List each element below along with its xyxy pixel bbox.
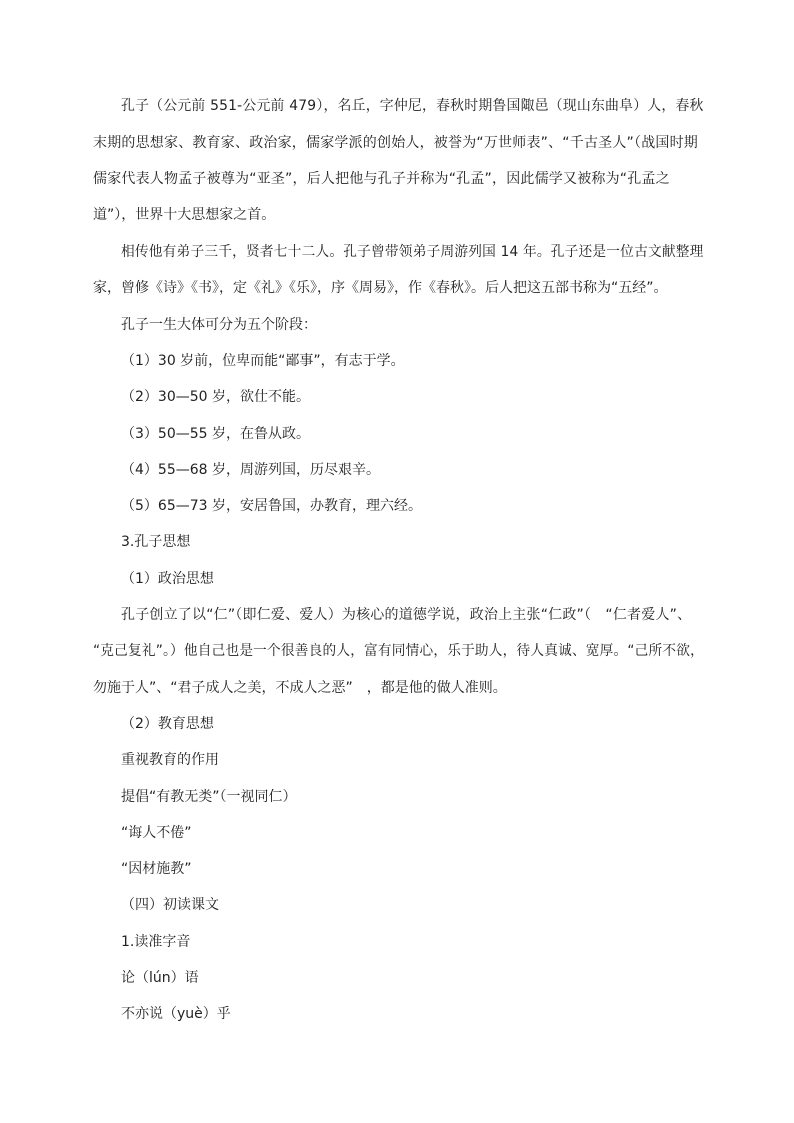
list-item: （1）30 岁前，位卑而能“鄙事”，有志于学。 <box>121 353 405 369</box>
paragraph-line: 孔子一生大体可分为五个阶段： <box>121 317 317 333</box>
section-heading: （四）初读课文 <box>121 897 219 913</box>
paragraph-line: 勿施于人”、“君子成人之美，不成人之恶” ，都是他的做人准则。 <box>93 680 507 696</box>
subsection-heading: （2）教育思想 <box>121 716 214 732</box>
list-item: 提倡“有教无类”（一视同仁） <box>121 789 297 805</box>
list-item: “诲人不倦” <box>121 825 192 841</box>
paragraph-line: 孔子（公元前 551-公元前 479），名丘，字仲尼，春秋时期鲁国陬邑（现山东曲阜）人，春秋 <box>121 98 704 114</box>
list-item: 不亦说（yuè）乎 <box>121 1006 231 1022</box>
subsection-heading: （1）政治思想 <box>121 571 214 587</box>
list-item: （3）50—55 岁，在鲁从政。 <box>121 426 310 442</box>
list-item: “因材施教” <box>121 861 192 877</box>
paragraph-line: 道”），世界十大思想家之首。 <box>93 207 276 223</box>
list-item: （2）30—50 岁，欲仕不能。 <box>121 389 310 405</box>
list-item: 重视教育的作用 <box>121 752 219 768</box>
paragraph-line: “克己复礼”。）他自己也是一个很善良的人，富有同情心，乐于助人，待人真诚、宽厚。“己所不欲， <box>93 643 704 659</box>
paragraph-line: 末期的思想家、教育家、政治家，儒家学派的创始人，被誉为“万世师表”、“千古圣人”（战国时期 <box>93 135 699 151</box>
section-heading: 3.孔子思想 <box>121 534 191 550</box>
list-item: （5）65—73 岁，安居鲁国，办教育，理六经。 <box>121 498 422 514</box>
paragraph-line: 相传他有弟子三千，贤者七十二人。孔子曾带领弟子周游列国 14 年。孔子还是一位古文献整理 <box>121 244 704 260</box>
list-item: （4）55—68 岁，周游列国，历尽艰辛。 <box>121 462 380 478</box>
list-item: 论（lún）语 <box>121 970 199 986</box>
subsection-heading: 1.读准字音 <box>121 934 191 950</box>
paragraph-line: 孔子创立了以“仁”（即仁爱、爱人）为核心的道德学说，政治上主张“仁政”（ “仁者爱人”、 <box>121 607 692 623</box>
paragraph-line: 家，曾修《诗》《书》，定《礼》《乐》，序《周易》，作《春秋》。后人把这五部书称为“五经”。 <box>93 280 668 296</box>
paragraph-line: 儒家代表人物孟子被尊为“亚圣”，后人把他与孔子并称为“孔孟”，因此儒学又被称为“孔孟之 <box>93 171 670 187</box>
